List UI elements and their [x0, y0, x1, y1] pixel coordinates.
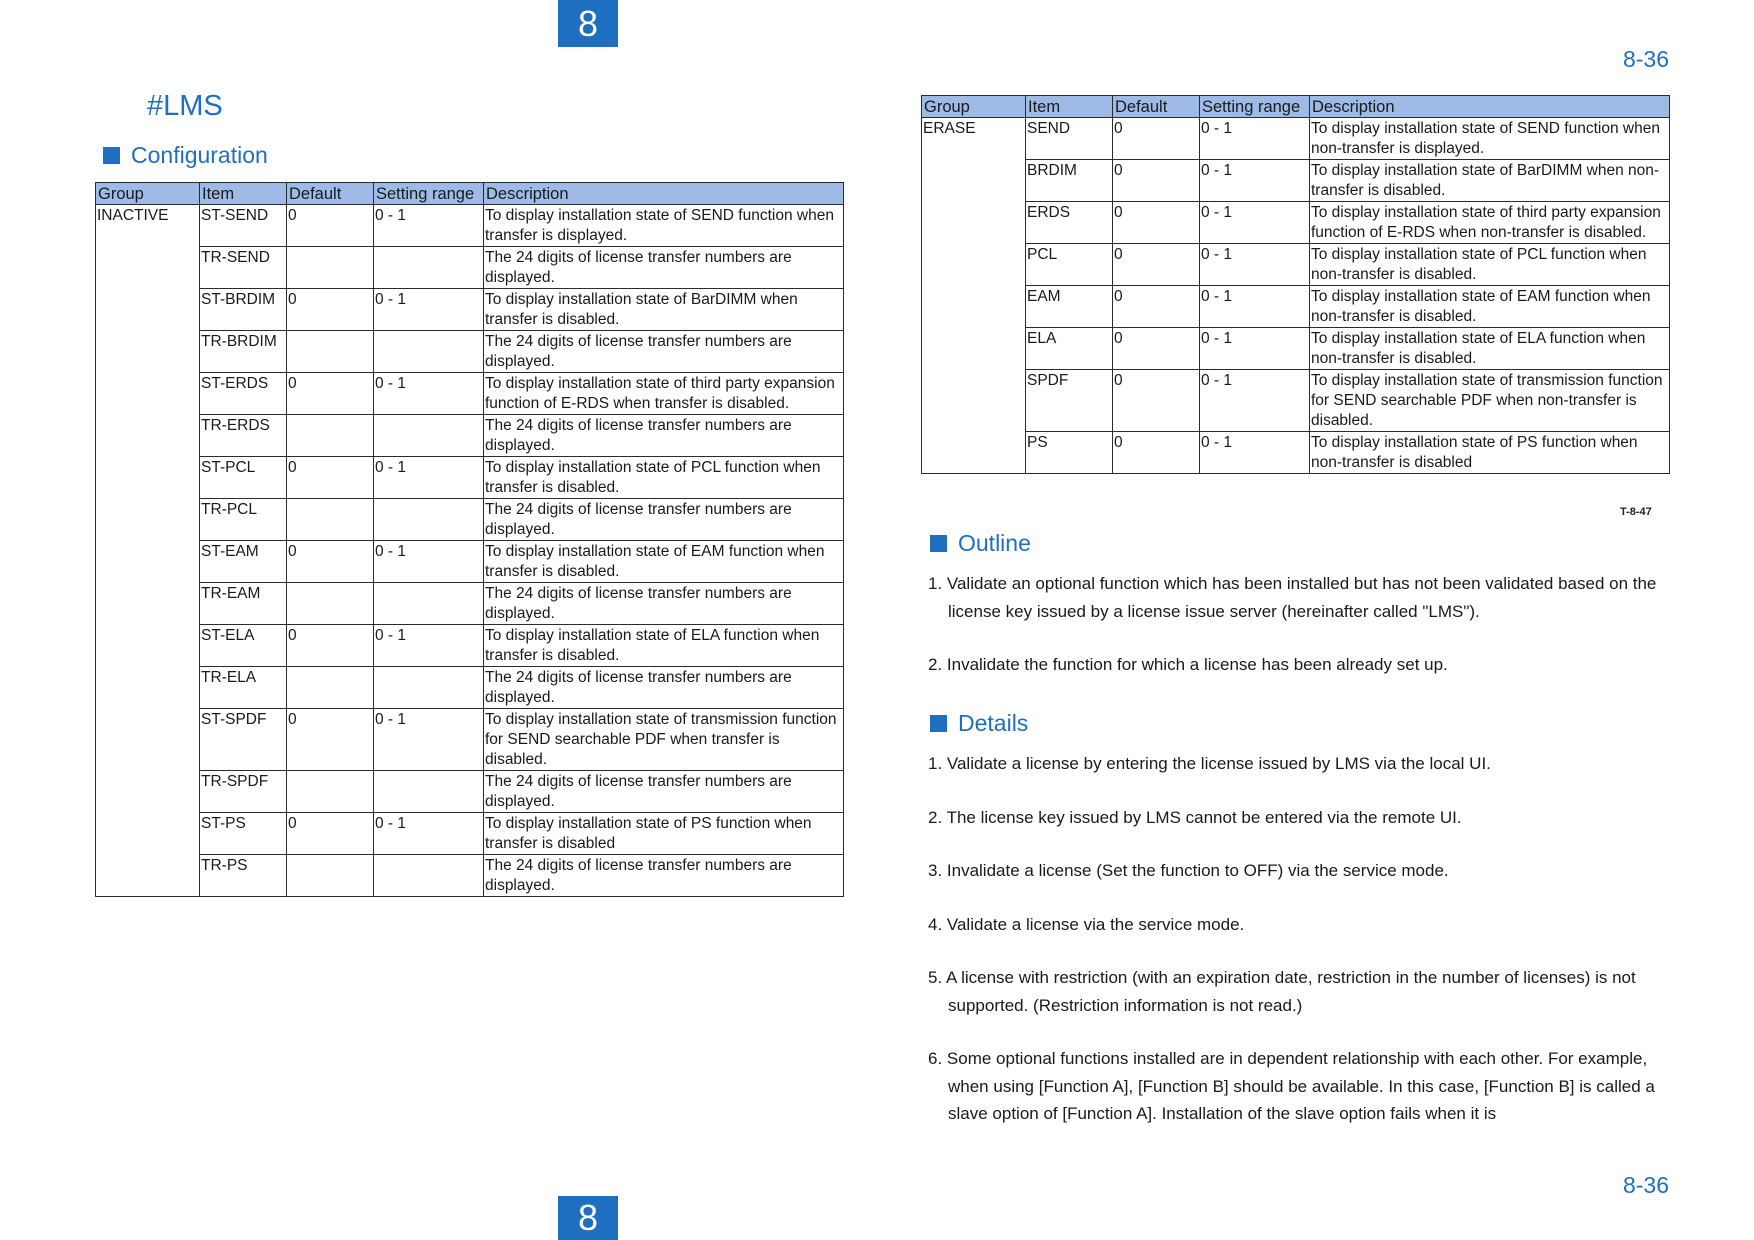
item-cell: BRDIM [1026, 160, 1113, 202]
default-cell: 0 [287, 541, 374, 583]
header-setting-range: Setting range [374, 183, 484, 205]
item-cell: TR-PS [200, 855, 287, 897]
description-cell: To display installation state of ELA function when non-transfer is disabled. [1310, 328, 1670, 370]
section-heading-details [930, 710, 1028, 737]
description-cell: To display installation state of PCL function when transfer is disabled. [484, 457, 844, 499]
setting-range-cell [374, 667, 484, 709]
description-cell: The 24 digits of license transfer numbers are displayed. [484, 583, 844, 625]
item-cell: ELA [1026, 328, 1113, 370]
setting-range-cell: 0 - 1 [1200, 328, 1310, 370]
default-cell [287, 771, 374, 813]
header-group: Group [96, 183, 200, 205]
setting-range-cell [374, 331, 484, 373]
section-heading-outline [930, 530, 1031, 557]
section-heading-label: Outline [958, 530, 1031, 556]
description-cell: To display installation state of BarDIMM when non-transfer is disabled. [1310, 160, 1670, 202]
setting-range-cell: 0 - 1 [1200, 118, 1310, 160]
table-row [922, 370, 1670, 432]
description-cell: The 24 digits of license transfer numbers are displayed. [484, 247, 844, 289]
setting-range-cell: 0 - 1 [374, 541, 484, 583]
table-row [922, 118, 1670, 160]
setting-range-cell: 0 - 1 [1200, 286, 1310, 328]
setting-range-cell: 0 - 1 [374, 289, 484, 331]
item-cell: SEND [1026, 118, 1113, 160]
item-cell: SPDF [1026, 370, 1113, 432]
default-cell: 0 [1113, 244, 1200, 286]
table-row [96, 541, 844, 583]
setting-range-cell [374, 247, 484, 289]
default-cell [287, 331, 374, 373]
setting-range-cell: 0 - 1 [1200, 202, 1310, 244]
setting-range-cell [374, 771, 484, 813]
setting-range-cell: 0 - 1 [1200, 244, 1310, 286]
default-cell [287, 855, 374, 897]
item-cell: ST-BRDIM [200, 289, 287, 331]
table-row [96, 205, 844, 247]
default-cell: 0 [287, 205, 374, 247]
description-cell: To display installation state of PCL function when non-transfer is disabled. [1310, 244, 1670, 286]
chapter-tab-top: 8 [558, 0, 618, 47]
item-cell: TR-ERDS [200, 415, 287, 457]
description-cell: To display installation state of SEND function when transfer is displayed. [484, 205, 844, 247]
table-row [922, 160, 1670, 202]
table-row [96, 667, 844, 709]
table-row [96, 499, 844, 541]
description-cell: The 24 digits of license transfer numbers are displayed. [484, 415, 844, 457]
list-item: 5. A license with restriction (with an expiration date, restriction in the number of licenses) is not supported. (Restriction information is not read.) [928, 968, 1636, 1015]
header-description: Description [1310, 96, 1670, 118]
item-cell: ST-ERDS [200, 373, 287, 415]
default-cell: 0 [287, 625, 374, 667]
item-cell: ST-SPDF [200, 709, 287, 771]
table-row [96, 583, 844, 625]
setting-range-cell: 0 - 1 [374, 625, 484, 667]
configuration-table-erase [921, 95, 1670, 474]
setting-range-cell: 0 - 1 [374, 813, 484, 855]
square-bullet-icon [103, 147, 120, 164]
description-cell: To display installation state of EAM function when non-transfer is disabled. [1310, 286, 1670, 328]
default-cell: 0 [287, 373, 374, 415]
header-setting-range: Setting range [1200, 96, 1310, 118]
description-cell: The 24 digits of license transfer numbers are displayed. [484, 331, 844, 373]
table-row [922, 202, 1670, 244]
list-item: 2. Invalidate the function for which a license has been already set up. [928, 655, 1448, 674]
item-cell: ST-PS [200, 813, 287, 855]
section-heading-label: Details [958, 710, 1029, 736]
table-row [922, 244, 1670, 286]
table-reference: T-8-47 [1620, 506, 1652, 518]
item-cell: ST-PCL [200, 457, 287, 499]
setting-range-cell [374, 855, 484, 897]
list-item: 6. Some optional functions installed are in dependent relationship with each other. For example, when using [Function A], [Function B] should be available. In this case, [Function B] is called a slave option of [Function A]. Installation of the slave option fails when it is [928, 1049, 1655, 1123]
setting-range-cell: 0 - 1 [1200, 160, 1310, 202]
section-heading-label: Configuration [131, 142, 268, 168]
default-cell: 0 [1113, 370, 1200, 432]
default-cell: 0 [1113, 160, 1200, 202]
square-bullet-icon [930, 535, 947, 552]
default-cell: 0 [1113, 202, 1200, 244]
header-item: Item [1026, 96, 1113, 118]
header-item: Item [200, 183, 287, 205]
description-cell: The 24 digits of license transfer numbers are displayed. [484, 499, 844, 541]
description-cell: To display installation state of transmission function for SEND searchable PDF when non-transfer is disabled. [1310, 370, 1670, 432]
item-cell: TR-BRDIM [200, 331, 287, 373]
configuration-table-inactive [95, 182, 844, 897]
default-cell [287, 583, 374, 625]
default-cell [287, 415, 374, 457]
table-row [96, 709, 844, 771]
setting-range-cell: 0 - 1 [374, 373, 484, 415]
table-row [922, 432, 1670, 474]
setting-range-cell [374, 499, 484, 541]
item-cell: TR-ELA [200, 667, 287, 709]
table-row [96, 813, 844, 855]
square-bullet-icon [930, 715, 947, 732]
header-description: Description [484, 183, 844, 205]
setting-range-cell [374, 415, 484, 457]
description-cell: To display installation state of BarDIMM when transfer is disabled. [484, 289, 844, 331]
list-item: 3. Invalidate a license (Set the function to OFF) via the service mode. [928, 861, 1449, 880]
default-cell [287, 247, 374, 289]
item-cell: ST-EAM [200, 541, 287, 583]
description-cell: The 24 digits of license transfer numbers are displayed. [484, 771, 844, 813]
item-cell: ST-SEND [200, 205, 287, 247]
details-list [928, 750, 1668, 1154]
description-cell: The 24 digits of license transfer numbers are displayed. [484, 855, 844, 897]
item-cell: TR-PCL [200, 499, 287, 541]
item-cell: ST-ELA [200, 625, 287, 667]
table-header-row [96, 183, 844, 205]
description-cell: The 24 digits of license transfer numbers are displayed. [484, 667, 844, 709]
table-row [922, 328, 1670, 370]
table-row [96, 771, 844, 813]
table-row [96, 457, 844, 499]
description-cell: To display installation state of transmission function for SEND searchable PDF when transfer is disabled. [484, 709, 844, 771]
item-cell: PCL [1026, 244, 1113, 286]
default-cell: 0 [1113, 432, 1200, 474]
default-cell: 0 [1113, 328, 1200, 370]
chapter-tab-bottom: 8 [558, 1196, 618, 1240]
setting-range-cell: 0 - 1 [1200, 432, 1310, 474]
table-header-row [922, 96, 1670, 118]
default-cell: 0 [287, 813, 374, 855]
setting-range-cell: 0 - 1 [374, 457, 484, 499]
page-number-bottom: 8-36 [1622, 1172, 1669, 1198]
page-number-top: 8-36 [1622, 46, 1669, 72]
group-cell: INACTIVE [96, 205, 200, 897]
description-cell: To display installation state of PS function when non-transfer is disabled [1310, 432, 1670, 474]
description-cell: To display installation state of third party expansion function of E-RDS when non-transfer is disabled. [1310, 202, 1670, 244]
group-cell: ERASE [922, 118, 1026, 474]
item-cell: EAM [1026, 286, 1113, 328]
description-cell: To display installation state of SEND function when non-transfer is displayed. [1310, 118, 1670, 160]
default-cell: 0 [287, 457, 374, 499]
description-cell: To display installation state of ELA function when transfer is disabled. [484, 625, 844, 667]
default-cell [287, 499, 374, 541]
default-cell: 0 [287, 289, 374, 331]
list-item: 2. The license key issued by LMS cannot be entered via the remote UI. [928, 807, 1462, 827]
item-cell: TR-EAM [200, 583, 287, 625]
description-cell: To display installation state of EAM function when transfer is disabled. [484, 541, 844, 583]
header-group: Group [922, 96, 1026, 118]
item-cell: ERDS [1026, 202, 1113, 244]
setting-range-cell: 0 - 1 [1200, 370, 1310, 432]
item-cell: PS [1026, 432, 1113, 474]
table-row [96, 373, 844, 415]
table-row [96, 415, 844, 457]
description-cell: To display installation state of third party expansion function of E-RDS when transfer is disabled. [484, 373, 844, 415]
list-item: 1. Validate a license by entering the license issued by LMS via the local UI. [928, 754, 1491, 773]
page-title: #LMS [147, 90, 223, 122]
list-item: 4. Validate a license via the service mode. [928, 914, 1245, 934]
list-item: 1. Validate an optional function which has been installed but has not been validated based on the license key issued by a license issue server (hereinafter called "LMS"). [928, 574, 1657, 621]
table-row [96, 289, 844, 331]
section-heading-configuration [103, 142, 268, 169]
setting-range-cell [374, 583, 484, 625]
setting-range-cell: 0 - 1 [374, 709, 484, 771]
item-cell: TR-SEND [200, 247, 287, 289]
table-row [96, 247, 844, 289]
setting-range-cell: 0 - 1 [374, 205, 484, 247]
default-cell: 0 [287, 709, 374, 771]
outline-list [928, 570, 1668, 705]
table-row [96, 625, 844, 667]
header-default: Default [287, 183, 374, 205]
header-default: Default [1113, 96, 1200, 118]
default-cell: 0 [1113, 286, 1200, 328]
description-cell: To display installation state of PS function when transfer is disabled [484, 813, 844, 855]
default-cell [287, 667, 374, 709]
table-row [96, 855, 844, 897]
table-row [922, 286, 1670, 328]
table-row [96, 331, 844, 373]
item-cell: TR-SPDF [200, 771, 287, 813]
default-cell: 0 [1113, 118, 1200, 160]
